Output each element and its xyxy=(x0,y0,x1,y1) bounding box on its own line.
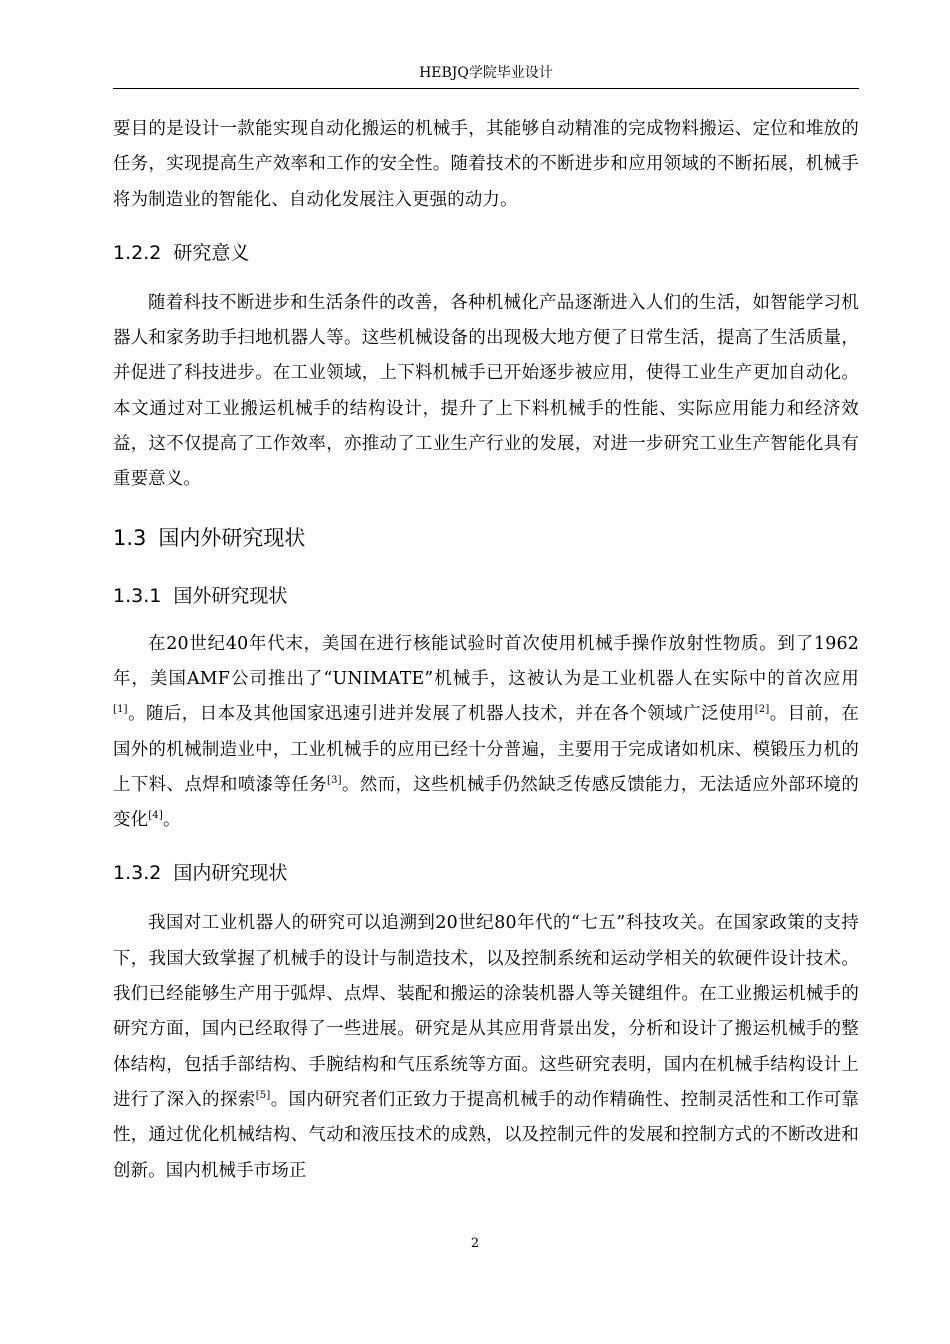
citation-ref: [1] xyxy=(113,704,128,716)
paragraph-foreign-research: 在20世纪40年代末，美国在进行核能试验时首次使用机械手操作放射性物质。到了1962年，美国AMF公司推出了“UNIMATE”机械手，这被认为是工业机器人在实际中的首次应用[1]。随后，日本及其他国家迅速引进并发展了机器人技术，并在各个领域广泛使用[2]。目前，在国外的机械制造业中，工业机械手的应用已经十分普遍，主要用于完成诸如机床、模锻压力机的上下料、点焊和喷漆等任务[3]。然而，这些机械手仍然缺乏传感反馈能力，无法适应外部环境的变化[4]。 xyxy=(113,633,859,831)
section-title: 国外研究现状 xyxy=(173,584,288,607)
paragraph-domestic-research: 我国对工业机器人的研究可以追溯到20世纪80年代的“七五”科技攻关。在国家政策的支持下，我国大致掌握了机械手的设计与制造技术，以及控制系统和运动学相关的软硬件设计技术。我们已经能够生产用于弧焊、点焊、装配和搬运的涂装机器人等关键组件。在工业搬运机械手的研究方面，国内已经取得了一些进展。研究是从其应用背景出发，分析和设计了搬运机械手的整体结构，包括手部结构、手腕结构和气压系统等方面。这些研究表明，国内在机械手结构设计上进行了深入的探索[5]。国内研究者们正致力于提高机械手的动作精确性、控制灵活性和工作可靠性，通过优化机械结构、气动和液压技术的成熟，以及控制元件的发展和控制方式的不断改进和创新。国内机械手市场正 xyxy=(113,913,859,1181)
citation-ref: [3] xyxy=(327,774,342,786)
section-number: 1.3 xyxy=(113,525,147,550)
section-heading-1-3-1 xyxy=(113,582,859,610)
section-title: 研究意义 xyxy=(173,241,250,264)
section-heading-1-3 xyxy=(113,523,859,553)
section-heading-1-3-2 xyxy=(113,859,859,887)
citation-ref: [5] xyxy=(255,1089,271,1101)
citation-ref: [2] xyxy=(754,704,770,716)
section-number: 1.3.1 xyxy=(113,584,162,607)
paragraph-research-significance: 随着科技不断进步和生活条件的改善，各种机械化产品逐渐进入人们的生活，如智能学习机器人和家务助手扫地机器人等。这些机械设备的出现极大地方便了日常生活，提高了生活质量，并促进了科技进步。在工业领域，上下料机械手已开始逐步被应用，使得工业生产更加自动化。本文通过对工业搬运机械手的结构设计，提升了上下料机械手的性能、实际应用能力和经济效益，这不仅提高了工作效率，亦推动了工业生产行业的发展，对进一步研究工业生产智能化具有重要意义。 xyxy=(113,292,859,490)
page-content xyxy=(113,112,859,1189)
section-title: 国内外研究现状 xyxy=(158,525,306,550)
citation-ref: [4] xyxy=(148,810,163,822)
page-number: 2 xyxy=(470,1236,480,1251)
section-number: 1.2.2 xyxy=(113,241,162,264)
section-number: 1.3.2 xyxy=(113,862,162,885)
section-title: 国内研究现状 xyxy=(173,862,288,885)
section-heading-1-2-2 xyxy=(113,239,859,267)
page-header: HEBJQ学院毕业设计 xyxy=(113,62,859,89)
paragraph-continued: 要目的是设计一款能实现自动化搬运的机械手，其能够自动精准的完成物料搬运、定位和堆放的任务，实现提高生产效率和工作的安全性。随着技术的不断进步和应用领域的不断拓展，机械手将为制造业的智能化、自动化发展注入更强的动力。 xyxy=(113,119,859,210)
